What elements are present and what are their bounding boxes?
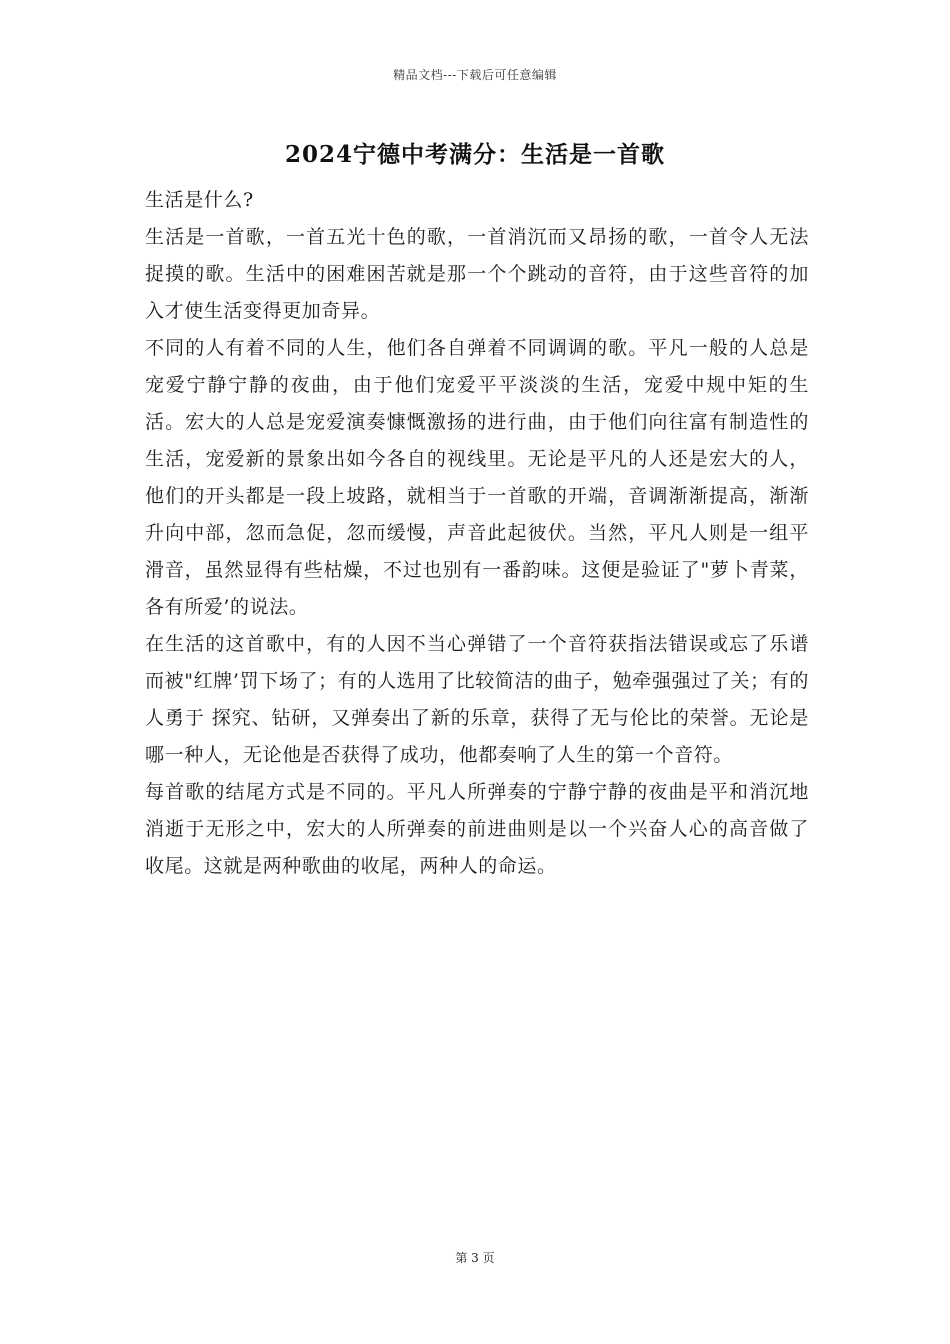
article-title: 2024宁德中考满分：生活是一首歌 — [284, 141, 665, 168]
page-header: 精品文档---下载后可任意编辑 — [393, 68, 557, 82]
article-body — [145, 182, 809, 885]
paragraph-4: 在生活的这首歌中，有的人因不当心弹错了一个音符获指法错误或忘了乐谱而被"红牌’罚下场了；有的人选用了比较简洁的曲子，勉牵强强过了关；有的人勇于 探究、钻研，又弹奏出了新的乐章，获得了无与伦比的荣誉。无论是哪一种人，无论他是否获得了成功，他都奏响了人生的第一个音符。 — [145, 633, 809, 766]
paragraph-2: 生活是一首歌，一首五光十色的歌，一首消沉而又昂扬的歌，一首令人无法捉摸的歌。生活中的困难困苦就是那一个个跳动的音符，由于这些音符的加入才使生活变得更加奇异。 — [145, 226, 809, 322]
page-number: 第 3 页 — [455, 1251, 495, 1265]
paragraph-5: 每首歌的结尾方式是不同的。平凡人所弹奏的宁静宁静的夜曲是平和消沉地消逝于无形之中，宏大的人所弹奏的前进曲则是以一个兴奋人心的高音做了收尾。这就是两种歌曲的收尾，两种人的命运。 — [145, 781, 809, 877]
paragraph-3: 不同的人有着不同的人生，他们各自弹着不同调调的歌。平凡一般的人总是宠爱宁静宁静的夜曲，由于他们宠爱平平淡淡的生活，宠爱中规中矩的生活。宏大的人总是宠爱演奏慷慨激扬的进行曲，由于他们向往富有制造性的生活，宠爱新的景象出如今各自的视线里。无论是平凡的人还是宏大的人，他们的开头都是一段上坡路，就相当于一首歌的开端，音调渐渐提高，渐渐升向中部，忽而急促，忽而缓慢，声音此起彼伏。当然，平凡人则是一组平滑音，虽然显得有些枯燥，不过也别有一番韵味。这便是验证了"萝卜青菜，各有所爱’的说法。 — [145, 337, 809, 618]
paragraph-1: 生活是什么? — [145, 189, 254, 211]
